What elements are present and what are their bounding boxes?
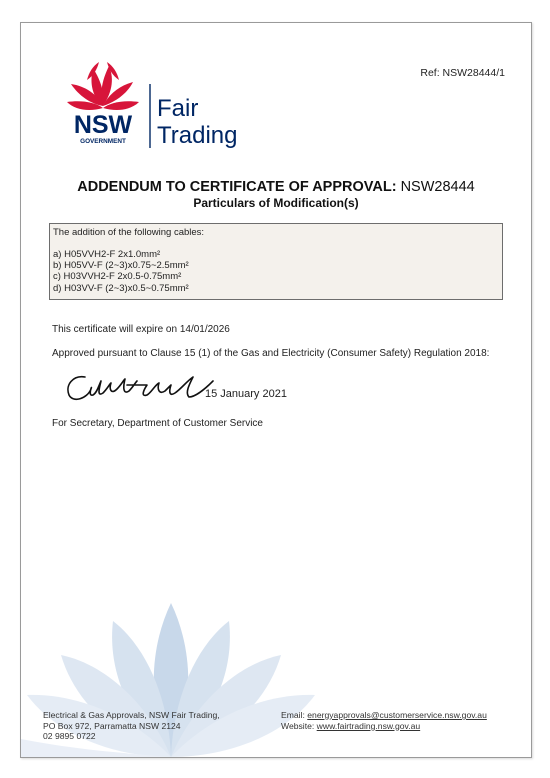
footer-email-label: Email:	[281, 710, 305, 720]
logo-nsw-text: NSW	[73, 111, 133, 139]
list-item: b) H05VV-F (2~3)x0.75~2.5mm²	[53, 260, 189, 272]
modifications-list	[53, 249, 189, 294]
logo-fair-text: Fair	[157, 95, 199, 122]
logo-government-text: GOVERNMENT	[80, 138, 126, 145]
footer-phone: 02 9895 0722	[43, 731, 96, 741]
certificate-title	[21, 179, 531, 195]
certificate-number: NSW28444	[400, 179, 475, 195]
footer-address-line1: Electrical & Gas Approvals, NSW Fair Trading,	[43, 710, 220, 720]
footer-email-row	[281, 710, 487, 721]
modifications-intro: The addition of the following cables:	[53, 227, 205, 238]
waratah-icon	[67, 62, 139, 110]
footer-address	[43, 710, 220, 742]
for-secretary-text: For Secretary, Department of Customer Service	[52, 418, 263, 429]
footer-website-label: Website:	[281, 720, 315, 731]
footer-email-link[interactable]: energyapprovals@customerservice.nsw.gov.au	[307, 710, 487, 720]
list-item: d) H03VV-F (2~3)x0.5~0.75mm²	[53, 282, 189, 294]
signature	[63, 371, 223, 405]
footer-website-row	[281, 721, 487, 732]
certificate-title-text: ADDENDUM TO CERTIFICATE OF APPROVAL:	[77, 179, 397, 195]
nsw-fair-trading-logo	[63, 58, 263, 158]
expiry-text: This certificate will expire on 14/01/2026	[52, 324, 230, 335]
reference-label: Ref:	[420, 67, 440, 79]
signature-date: 15 January 2021	[205, 388, 287, 400]
footer-address-line2: PO Box 972, Parramatta NSW 2124	[43, 720, 181, 731]
logo-trading-text: Trading	[157, 122, 238, 149]
reference-value: NSW28444/1	[442, 67, 505, 79]
certificate-subtitle: Particulars of Modification(s)	[193, 196, 359, 210]
list-item: a) H05VVH2-F 2x1.0mm²	[53, 249, 161, 260]
approval-text: Approved pursuant to Clause 15 (1) of the Gas and Electricity (Consumer Safety) Regulation 2018:	[52, 348, 490, 359]
reference-number	[420, 67, 505, 79]
footer-website-link[interactable]: www.fairtrading.nsw.gov.au	[316, 720, 421, 731]
modifications-box	[49, 223, 503, 300]
certificate-page	[20, 22, 532, 758]
footer-contact	[281, 710, 487, 731]
list-item: c) H03VVH2-F 2x0.5-0.75mm²	[53, 271, 182, 283]
